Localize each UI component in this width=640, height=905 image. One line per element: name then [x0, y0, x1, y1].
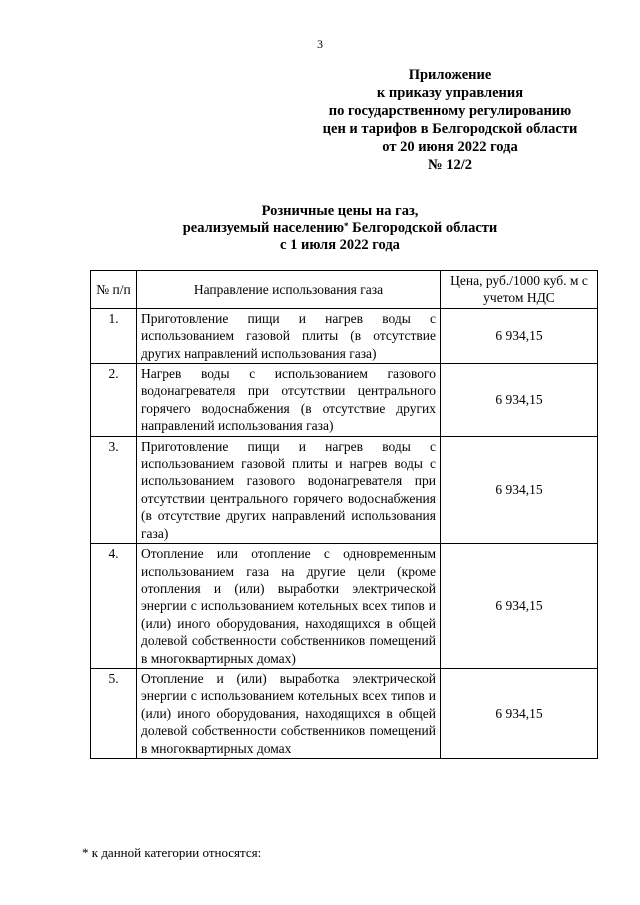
row-price: 6 934,15	[441, 308, 598, 363]
row-direction: Приготовление пищи и нагрев воды с использованием газовой плиты и нагрев воды с использованием газового водонагревателя при отсутствии центрального горячего водоснабжения (в отсутствие других направлений использования газа)	[137, 436, 441, 543]
row-direction: Отопление или отопление с одновременным использованием газа на другие цели (кроме отопления и (или) выработки электрической энергии с использованием котельных всех типов и (или) иного оборудования, находящихся в общей долевой собственности собственников помещений в многоквартирных домах)	[137, 544, 441, 669]
header-num: № п/п	[91, 271, 137, 309]
row-number: 1.	[91, 308, 137, 363]
document-title	[90, 203, 590, 254]
appendix-header	[300, 66, 600, 174]
table-row	[91, 308, 598, 363]
table-row	[91, 364, 598, 437]
appendix-line: Приложение	[408, 67, 492, 83]
table-row	[91, 668, 598, 758]
table-row	[91, 436, 598, 543]
title-text: реализуемый населению	[182, 220, 345, 236]
page-number: 3	[317, 37, 323, 51]
appendix-line: № 12/2	[428, 157, 472, 173]
prices-table	[90, 270, 598, 759]
header-price: Цена, руб./1000 куб. м с учетом НДС	[441, 271, 598, 309]
table-header-row	[91, 271, 598, 309]
title-line-2	[90, 220, 590, 237]
row-price: 6 934,15	[441, 668, 598, 758]
row-number: 3.	[91, 436, 137, 543]
footnote-mark: *	[344, 221, 349, 231]
footnote: * к данной категории относятся:	[82, 845, 262, 860]
title-line-1: Розничные цены на газ,	[261, 203, 419, 219]
appendix-line: к приказу управления	[376, 85, 524, 101]
row-number: 5.	[91, 668, 137, 758]
title-line-3: с 1 июля 2022 года	[280, 237, 400, 253]
row-number: 2.	[91, 364, 137, 437]
row-direction: Приготовление пищи и нагрев воды с использованием газовой плиты (в отсутствие других направлений использования газа)	[137, 308, 441, 363]
row-number: 4.	[91, 544, 137, 669]
row-price: 6 934,15	[441, 436, 598, 543]
header-direction: Направление использования газа	[137, 271, 441, 309]
title-text: Белгородской области	[348, 220, 498, 236]
table-row	[91, 544, 598, 669]
row-direction: Отопление и (или) выработка электрической энергии с использованием котельных всех типов и (или) иного оборудования, находящихся в общей долевой собственности собственников помещений в многоквартирных домах	[137, 668, 441, 758]
row-direction: Нагрев воды с использованием газового водонагревателя при отсутствии центрального горячего водоснабжения (в отсутствие других направлений использования газа)	[137, 364, 441, 437]
row-price: 6 934,15	[441, 544, 598, 669]
appendix-line: от 20 июня 2022 года	[382, 139, 518, 155]
row-price: 6 934,15	[441, 364, 598, 437]
appendix-line: цен и тарифов в Белгородской области	[322, 121, 578, 137]
appendix-line: по государственному регулированию	[328, 103, 572, 119]
